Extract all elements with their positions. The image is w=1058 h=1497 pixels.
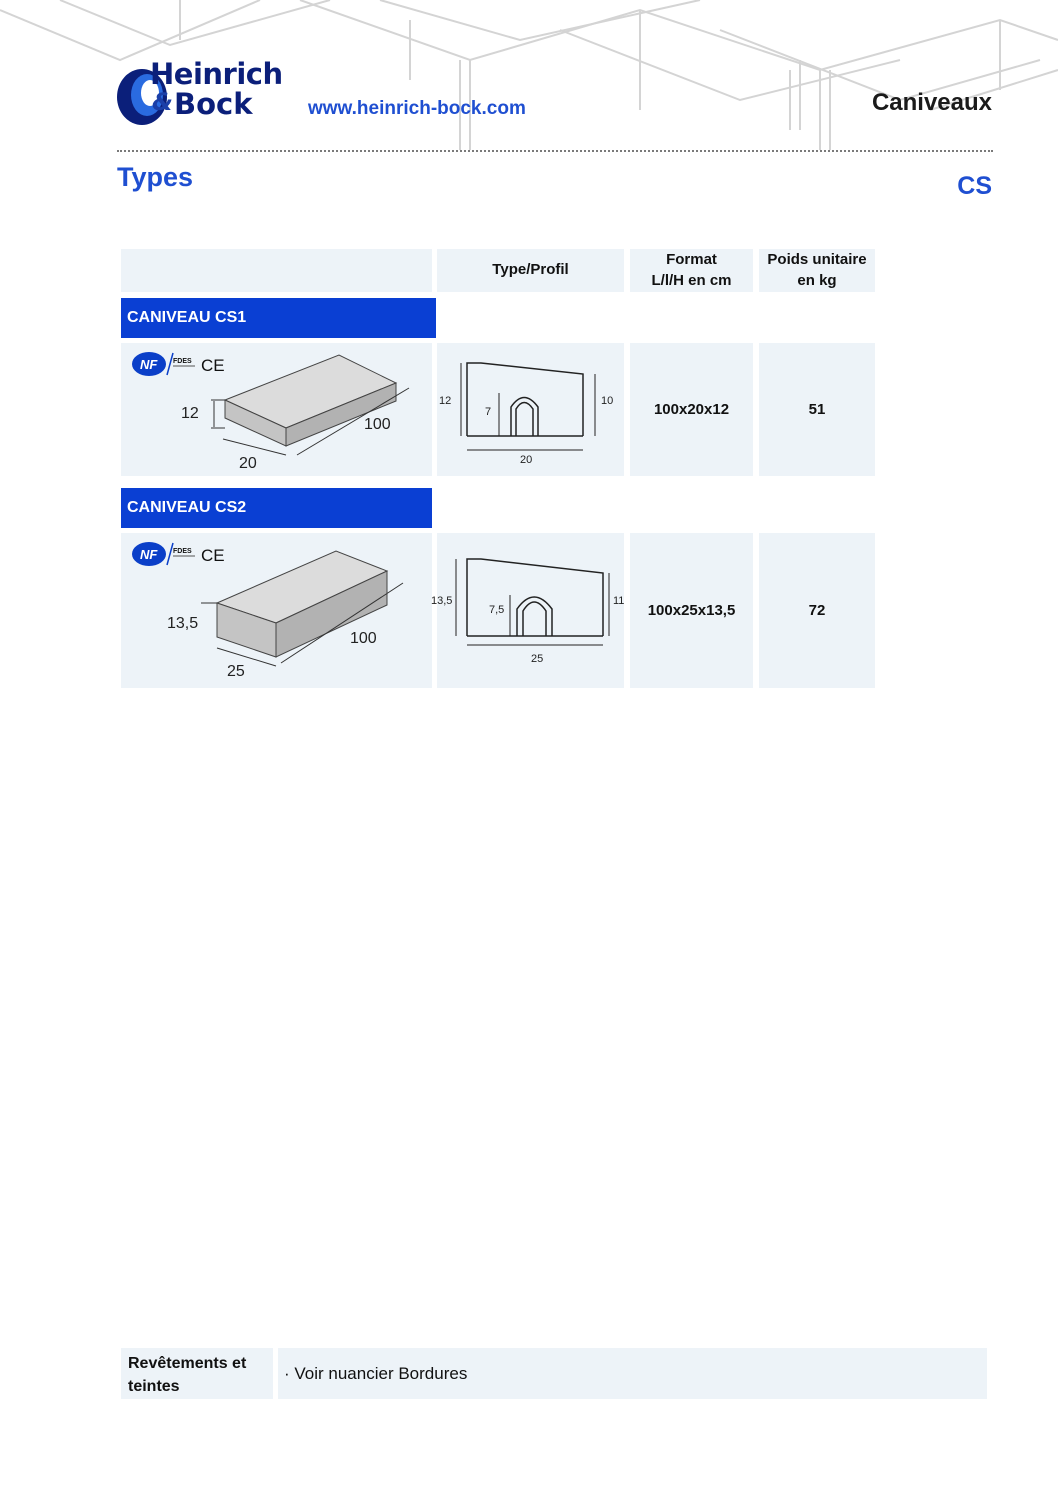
header-poids-line1: Poids unitaire: [767, 251, 867, 269]
iso-block-drawing-cs2: [121, 533, 432, 688]
profile-drawing-cell-cs2: [431, 533, 625, 688]
profile-drawing-cs2: [431, 533, 625, 688]
website-link[interactable]: www.heinrich-bock.com: [308, 98, 526, 119]
iso-block-drawing-cs1: [121, 343, 432, 476]
profile-inner-height-cs2: 7,5: [489, 604, 505, 616]
format-value-cs1: 100x20x12: [653, 401, 730, 418]
footer-value-cell: [278, 1348, 987, 1399]
product-name-cs1: CANIVEAU CS1: [127, 309, 247, 326]
ce-mark-text: CE: [201, 356, 225, 375]
iso-drawing-cell-cs2: [121, 533, 432, 688]
footer-label: Revêtements et teintes: [128, 1355, 247, 1396]
profile-drawing-cs1: [437, 343, 624, 476]
header-empty-cell: [121, 249, 432, 292]
header-type-profil: [437, 249, 624, 292]
profile-drawing-cell-cs1: [437, 343, 624, 476]
fdes-mark-text: FDES: [173, 548, 192, 555]
section-title: Types: [117, 162, 194, 192]
profile-right-height-cs2: 11: [613, 595, 625, 607]
product-band-cs1: [121, 298, 436, 338]
header-poids-line2: en kg: [797, 271, 837, 289]
profile-inner-height-cs1: 7: [485, 406, 492, 418]
product-band-cs2: [121, 488, 432, 528]
logo-ampersand-text: &: [152, 88, 173, 116]
poids-value-cs1: 51: [808, 401, 826, 418]
iso-length-label-cs2: 100: [350, 630, 377, 647]
profile-left-height-cs1: 12: [439, 395, 452, 407]
format-cell-cs1: [630, 343, 753, 476]
footer-label-cell: [121, 1348, 273, 1399]
footer-value: · Voir nuancier Bordures: [284, 1363, 468, 1383]
iso-height-label-cs2: 13,5: [167, 615, 199, 632]
section-code: CS: [957, 172, 992, 200]
iso-width-label-cs1: 20: [239, 455, 257, 472]
poids-cell-cs2: [759, 533, 875, 688]
iso-width-label-cs2: 25: [227, 663, 245, 680]
header-format-line2: L/l/H en cm: [651, 271, 732, 289]
nf-mark-text: NF: [140, 547, 158, 562]
header-format-line1: Format: [666, 251, 717, 269]
iso-height-label-cs1: 12: [181, 405, 199, 422]
header-format: [630, 249, 753, 292]
ce-mark-text: CE: [201, 546, 225, 565]
header-poids: [759, 249, 875, 292]
fdes-mark-text: FDES: [173, 358, 192, 365]
iso-drawing-cell-cs1: [121, 343, 432, 476]
profile-left-height-cs2: 13,5: [431, 595, 453, 607]
logo-heinrich-text: Heinrich: [150, 57, 283, 91]
format-cell-cs2: [630, 533, 753, 688]
logo-bock-text: Bock: [174, 87, 253, 121]
profile-width-cs2: 25: [531, 653, 544, 665]
poids-cell-cs1: [759, 343, 875, 476]
company-logo: [112, 57, 302, 130]
profile-right-height-cs1: 10: [601, 395, 614, 407]
poids-value-cs2: 72: [808, 602, 826, 619]
profile-width-cs1: 20: [520, 454, 533, 466]
header-type-profil-label: Type/Profil: [492, 261, 569, 279]
iso-length-label-cs1: 100: [364, 416, 391, 433]
product-name-cs2: CANIVEAU CS2: [127, 499, 247, 516]
format-value-cs2: 100x25x13,5: [647, 602, 736, 619]
nf-mark-text: NF: [140, 357, 158, 372]
header-divider: [117, 150, 993, 152]
document-title: Caniveaux: [871, 89, 992, 116]
